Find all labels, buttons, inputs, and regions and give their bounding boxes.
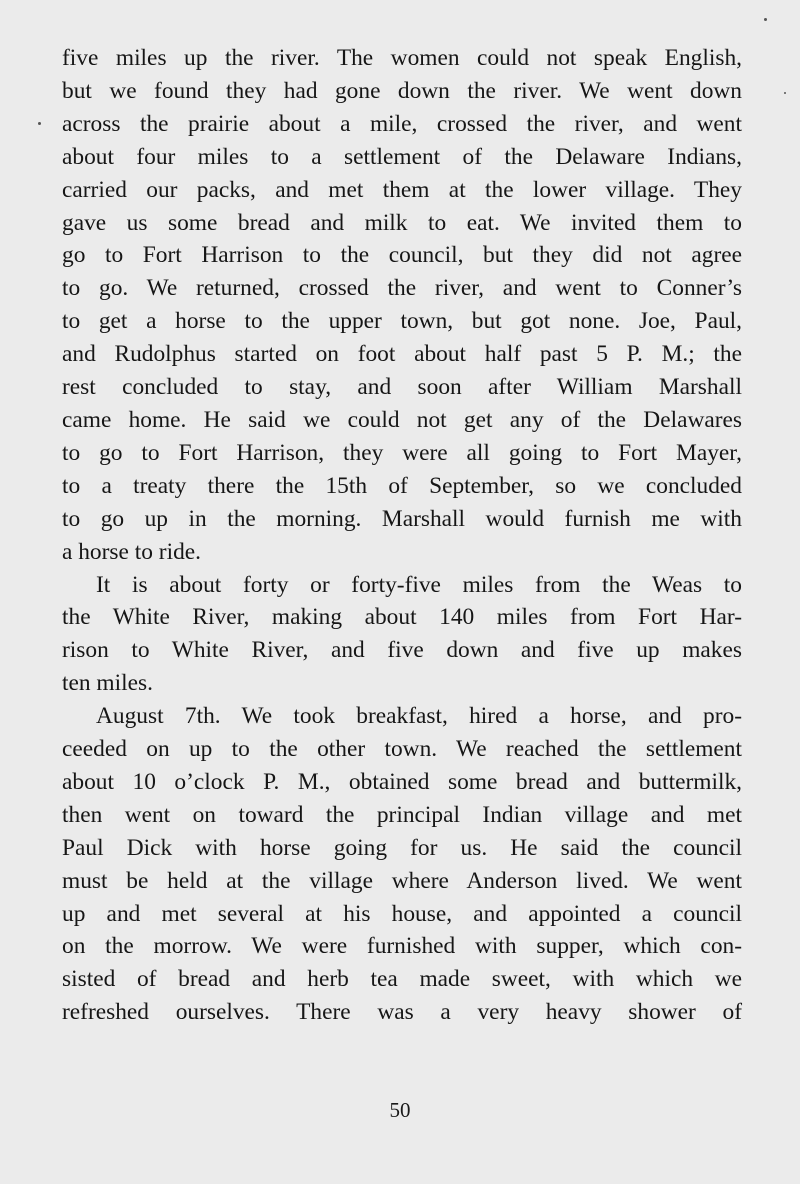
text-line: go to Fort Harrison to the council, but they did not agree bbox=[62, 242, 742, 269]
scan-speck bbox=[764, 18, 767, 21]
text-line: to get a horse to the upper town, but got none. Joe, Paul, bbox=[62, 308, 742, 335]
text-line: Paul Dick with horse going for us. He said the council bbox=[62, 834, 742, 861]
text-line: must be held at the village where Anderson lived. We went bbox=[62, 867, 742, 894]
text-line: the White River, making about 140 miles from Fort Har- bbox=[62, 604, 742, 631]
text-line: carried our packs, and met them at the lower village. They bbox=[62, 176, 742, 203]
text-line: ten miles. bbox=[62, 670, 153, 697]
scan-speck bbox=[38, 122, 41, 125]
text-line: and Rudolphus started on foot about half past 5 P. M.; the bbox=[62, 341, 742, 368]
text-line: came home. He said we could not get any of the Delawares bbox=[62, 406, 742, 433]
text-line: about four miles to a settlement of the Delaware Indians, bbox=[62, 143, 742, 170]
text-line: sisted of bread and herb tea made sweet, with which we bbox=[62, 966, 742, 993]
text-line: to go to Fort Harrison, they were all going to Fort Mayer, bbox=[62, 439, 742, 466]
text-line: five miles up the river. The women could not speak English, bbox=[62, 45, 742, 71]
text-line: then went on toward the principal Indian village and met bbox=[62, 801, 742, 828]
text-line: a horse to ride. bbox=[62, 538, 201, 565]
text-line: but we found they had gone down the river. We went down bbox=[62, 77, 742, 104]
text-line: to a treaty there the 15th of September, so we concluded bbox=[62, 472, 742, 499]
text-line: gave us some bread and milk to eat. We invited them to bbox=[62, 209, 742, 236]
text-line: across the prairie about a mile, crossed the river, and went bbox=[62, 110, 742, 137]
text-line: to go. We returned, crossed the river, and went to Conner’s bbox=[62, 275, 742, 302]
text-line: rison to White River, and five down and five up makes bbox=[62, 637, 742, 664]
text-line: rest concluded to stay, and soon after William Marshall bbox=[62, 374, 742, 401]
text-line: August 7th. We took breakfast, hired a horse, and pro- bbox=[96, 703, 742, 730]
text-line: up and met several at his house, and appointed a council bbox=[62, 900, 742, 927]
scan-speck bbox=[784, 92, 786, 94]
text-line: refreshed ourselves. There was a very heavy shower of bbox=[62, 999, 742, 1026]
page-number: 50 bbox=[389, 1098, 411, 1122]
text-line: It is about forty or forty-five miles from the Weas to bbox=[96, 571, 742, 598]
page-body-text bbox=[62, 42, 742, 1029]
text-line: to go up in the morning. Marshall would furnish me with bbox=[62, 505, 742, 532]
text-line: about 10 o’clock P. M., obtained some bread and buttermilk, bbox=[62, 768, 742, 795]
text-line: ceeded on up to the other town. We reached the settlement bbox=[62, 736, 742, 763]
text-line: on the morrow. We were furnished with supper, which con- bbox=[62, 933, 742, 960]
